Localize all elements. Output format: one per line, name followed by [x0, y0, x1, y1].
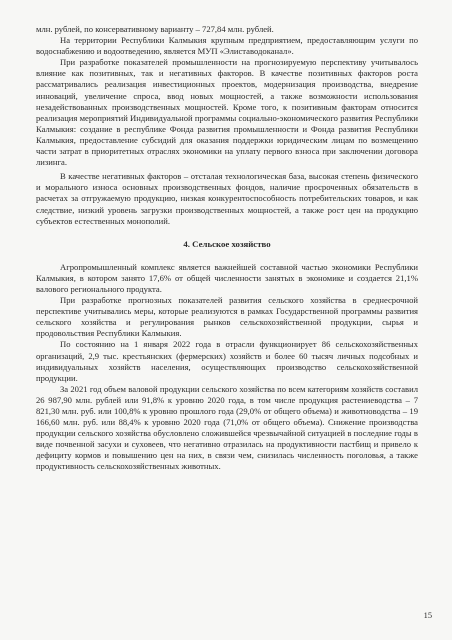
- paragraph-water-supply: На территории Республики Калмыкия крупным предприятием, предоставляющим услуги по водоснабжению и водоотведению, является МУП «Элиставодоканал».: [36, 35, 418, 57]
- paragraph-gross-output: За 2021 год объем валовой продукции сельского хозяйства по всем категориям хозяйств составил 26 987,90 млн. рублей или 91,8% к уровню 2020 года, в том числе продукция растениеводства – 7 821,30 млн. руб. или 100,8% к уровню прошлого года (29,0% от общего объема) и животноводства – 19 166,60 млн. руб. или 88,4% к уровню 2020 года (71,0% от общего объема). Снижение производства продукции сельского хозяйства обусловлено сложившейся чрезвычайной ситуацией в последние годы в виде почвенной засухи и суховеев, что негативно отразилась на продуктивности пастбищ и привело к дефициту кормов и повышению цен на них, в связи чем, снизилась численность поголовья, а также продуктивность сельскохозяйственных животных.: [36, 383, 418, 472]
- paragraph-industry-factors: При разработке показателей промышленности на прогнозируемую перспективу учитывалось влияние как позитивных, так и негативных факторов. В качестве позитивных факторов роста рассматривались реализация инвестиционных проектов, модернизация производства, внедрение инноваций, увеличение спроса, ввод новых мощностей, а также возможности использования незадействованных производственных мощностей. Кроме того, к позитивным факторам относится реализация мероприятий Индивидуальной программы социально-экономического развития Республики Калмыкия: создание в республике Фонда развития промышленности и Фонда развития Республики Калмыкия, предоставление субсидий для оказания поддержки юридическим лицам по возмещению части затрат в приоритетных отраслях экономики на уплату первого взноса при заключении договора лизинга.: [36, 57, 418, 168]
- section-heading: 4. Сельское хозяйство: [183, 238, 271, 249]
- paragraph-agro-organizations: По состоянию на 1 января 2022 года в отрасли функционирует 86 сельскохозяйственных организаций, 2,9 тыс. крестьянских (фермерских) хозяйств и более 60 тысяч личных подсобных и индивидуальных хозяйств населения, осуществляющих производство сельскохозяйственной продукции.: [36, 339, 418, 383]
- page-content: [36, 24, 418, 473]
- paragraph-continuation: млн. рублей, по консервативному варианту – 727,84 млн. рублей.: [36, 24, 274, 34]
- paragraph-agro-complex: Агропромышленный комплекс является важнейшей составной частью экономики Республики Калмыкия, в котором занято 17,6% от общей численности занятых в экономике и создается 21,1% валового регионального продукта.: [36, 261, 418, 294]
- paragraph-negative-factors: В качестве негативных факторов – отсталая технологическая база, высокая степень физического и морального износа основных производственных фондов, наличие просроченных обязательств в расчетах за отгружаемую продукцию, низкая конкурентоспособность потребительских товаров, и как следствие, низкий уровень загрузки производственных мощностей, а также рост цен на продукцию субъектов естественных монополий.: [36, 171, 418, 226]
- page-number: 15: [423, 611, 432, 620]
- paragraph-forecast-measures: При разработке прогнозных показателей развития сельского хозяйства в среднесрочной перспективе учитывались меры, которые реализуются в рамках Государственной программы развития сельского хозяйства и регулирования рынков сельскохозяйственной продукции, сырья и продовольствия Республики Калмыкия.: [36, 295, 418, 339]
